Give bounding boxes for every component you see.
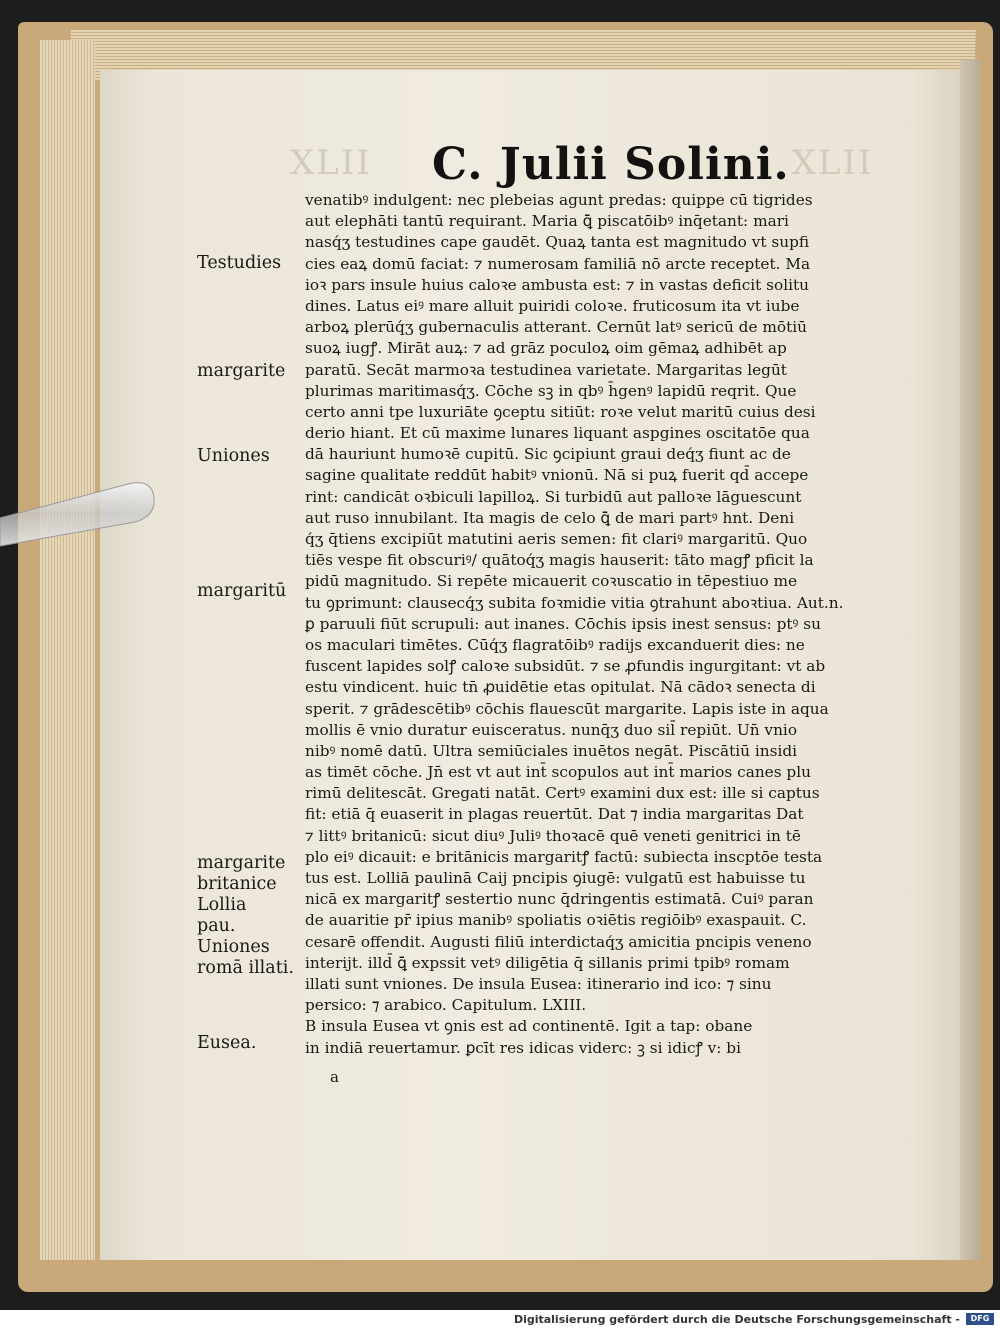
text-line: sagine qualitate reddūt habitꝰ vnionū. Nā si puꝝ fuerit qd̄ accepe (305, 466, 809, 485)
marginal-note-margarite: margarite (197, 361, 286, 381)
marginal-note-testudines: Testudies (197, 253, 282, 273)
marginal-line: Lollia (197, 895, 247, 915)
text-line: suoꝝ iugꝭ. Mirāt auꝝ: ⁊ ad grāz poculoꝝ oim gēmaꝝ adhibēt ap (305, 339, 787, 358)
text-line: fuscent lapides solꝭ caloꝛe subsidūt. ⁊ se ꝓfundis ingurgitant: vt ab (305, 657, 826, 676)
text-line: cesarē offendit. Augusti filiū interdictaq́ʒ amicitia pncipis veneno (305, 932, 812, 951)
text-line: venatibꝰ indulgent: nec plebeias agunt predas: quippe cū tigrides (305, 191, 813, 209)
text-line: tus est. Lolliā paulinā Caij pncipis ꝯiugē: vulgatū est habuisse tu (305, 869, 806, 887)
text-line: aut ruso innubilant. Ita magis de celo ꝗ̄ de mari partꝰ hnt. Deni (305, 508, 795, 527)
text-line: pidū magnitudo. Si repēte micauerit coꝛuscatio in tēpestiuo me (305, 572, 798, 591)
marginal-line: romā illati. (197, 958, 294, 978)
text-line: de auaritie pr̄ ipius manibꝰ spoliatis oꝛiētis regiōibꝰ exaspauit. C. (305, 911, 807, 930)
text-line: q́ʒ q̄tiens excipiūt matutini aeris semen: fit clariꝰ margaritū. Quo (305, 530, 808, 548)
text-line: estu vindicent. huic tn̄ ꝓuidētie etas opitulat. Nā cādoꝛ senecta di (305, 678, 816, 697)
page-stack-left (40, 40, 95, 1260)
marginal-line: britanice (197, 874, 277, 894)
page-gutter (960, 60, 980, 1260)
text-line: sperit. ⁊ grādescētibꝰ cōchis flauescūt margarite. Lapis iste in aqua (305, 699, 829, 718)
text-line: plo eiꝰ dicauit: e britānicis margaritꝭ factū: subiecta inscptōe testa (305, 847, 823, 866)
text-line: os maculari timētes. Cūq́ʒ flagratōibꝰ radijs excanduerit dies: ne (305, 635, 805, 654)
text-line: nicā ex margaritꝭ sestertio nunc q̄dringentis estimatā. Cuiꝰ paran (305, 890, 814, 909)
text-line: ꝑ paruuli fiūt scrupuli: aut inanes. Cōchis ipsis inest sensus: ptꝰ su (305, 614, 821, 633)
text-line: tiēs vespe fit obscuriꝰ/ quātoq́ʒ magis hauserit: tāto magꝭ pficit la (305, 551, 814, 570)
text-line: cies eaꝝ domū faciat: ⁊ numerosam familiā nō arcte receptet. Ma (305, 254, 811, 273)
text-line: as timēt cōche. Jn̄ est vt aut int̄ scopulos aut int̄ marios canes plu (305, 763, 811, 782)
marginal-line: pau. (197, 916, 236, 936)
dfg-logo: DFG (966, 1313, 994, 1325)
body-text (305, 190, 875, 1059)
plastic-clip (0, 480, 155, 548)
text-line: dā hauriunt humoꝛē cupitū. Sic ꝯcipiunt graui deq́ʒ fiunt ac de (305, 445, 791, 464)
text-line: derio hiant. Et cū maxime lunares liquant aspgines oscitatōe qua (305, 424, 810, 443)
footer-bar (0, 1310, 1000, 1329)
signature-mark: a (330, 1068, 339, 1086)
marginal-note-britanice (197, 853, 294, 979)
running-title: C. Julii Solini. (432, 139, 790, 190)
text-line: persico: ⁊ arabico. Capitulum. LXIII. (305, 996, 587, 1015)
text-line: in indiā reuertamur. ꝑcīt res idicas viderc: ꝫ si idicꝭ v: bi (305, 1038, 741, 1057)
text-line: aut elephāti tantū requirant. Maria ꝗ̄ piscatōibꝰ inq̄etant: mari (305, 212, 789, 231)
text-line: arboꝝ plerūq́ʒ gubernaculis atterant. Cernūt latꝰ sericū de mōtiū (305, 318, 807, 337)
marginal-note-margariti: margaritū (197, 581, 287, 601)
marginal-line: Uniones (197, 937, 270, 957)
text-line: ⁊ littꝰ britanicū: sicut diuꝰ Juliꝰ thoꝛacē quē veneti genitrici in tē (305, 826, 801, 845)
text-line: paratū. Secāt marmoꝛa testudinea varietate. Margaritas legūt (305, 360, 787, 379)
show-through-text: XLII XLII (290, 143, 874, 183)
text-line: nibꝰ nomē datū. Ultra semiūciales inuētos negāt. Piscātiū insidi (305, 741, 798, 760)
text-line: interijt. illd̄ ꝗ̄ expssit vetꝰ diligētia q̄ sillanis primi tpibꝰ romam (305, 953, 790, 972)
text-line: ioꝛ pars insule huius caloꝛe ambusta est: ⁊ in vastas deficit solitu (305, 275, 810, 294)
text-line: plurimas maritimasq́ʒ. Cōche sꝫ in qbꝰ h̄genꝰ lapidū reqrit. Que (305, 381, 797, 400)
marginal-line: margarite (197, 853, 286, 873)
text-line: tu ꝯprimunt: clausecq́ʒ subita foꝛmidie vitia ꝯtrahunt aboꝛtiua. Aut.n. (305, 593, 844, 612)
marginal-note-eusea: Eusea. (197, 1033, 257, 1053)
text-line: certo anni tpe luxuriāte ꝯceptu sitiūt: roꝛe velut maritū cuius desi (305, 402, 816, 421)
marginal-note-uniones: Uniones (197, 446, 270, 466)
text-line: mollis ē vnio duratur euisceratus. nunq̄ʒ duo sil̄ repiūt. Un̄ vnio (305, 720, 798, 739)
text-line: illati sunt vniones. De insula Eusea: itinerario ind ico: ⁊ sinu (305, 974, 772, 993)
text-line: B insula Eusea vt ꝯnis est ad continentē. Igit a tap: obane (305, 1017, 753, 1036)
footer-credit: Digitalisierung gefördert durch die Deutsche Forschungsgemeinschaft - (513, 1313, 960, 1326)
text-line: nasq́ʒ testudines cape gaudēt. Quaꝝ tanta est magnitudo vt supfi (305, 233, 810, 252)
text-line: dines. Latus eiꝰ mare alluit puiridi coloꝛe. fruticosum ita vt iube (305, 296, 800, 315)
text-line: rint: candicāt oꝛbiculi lapilloꝝ. Si turbidū aut palloꝛe lāguescunt (305, 487, 802, 506)
text-line: rimū delitescāt. Gregati natāt. Certꝰ examini dux est: ille si captus (305, 784, 820, 803)
text-line: fit: etiā q̄ euaserit in plagas reuertūt. Dat ⁊ india margaritas Dat (305, 805, 804, 824)
